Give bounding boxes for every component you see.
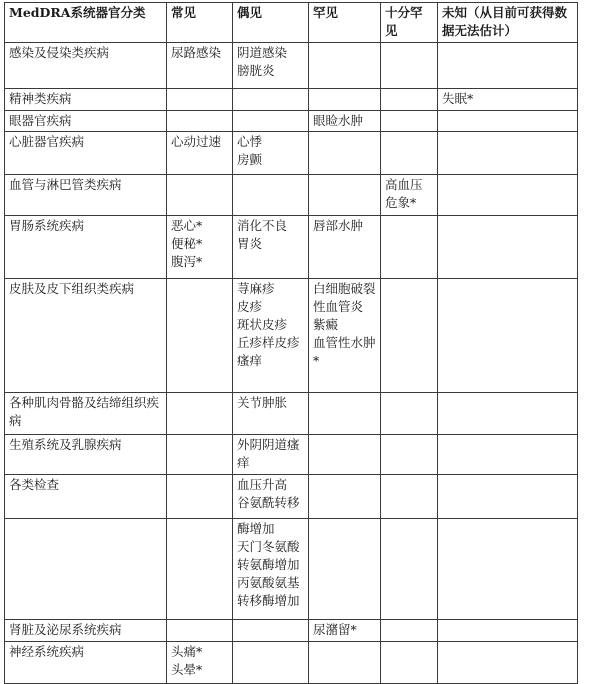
header-common: 常见: [167, 3, 233, 43]
cell-uncommon: [233, 620, 309, 642]
cell-soc: 胃肠系统疾病: [5, 216, 167, 279]
cell-rare: [309, 89, 381, 111]
table-row: [5, 642, 578, 684]
cell-common: [167, 111, 233, 132]
cell-common: [167, 519, 233, 620]
cell-very-rare: [381, 89, 438, 111]
cell-uncommon: 阴道感染 膀胱炎: [233, 43, 309, 89]
cell-unknown: [438, 519, 578, 620]
cell-common: [167, 435, 233, 475]
cell-uncommon: 血压升高 谷氨酰转移: [233, 475, 309, 519]
cell-soc: 各类检查: [5, 475, 167, 519]
cell-uncommon: [233, 642, 309, 684]
cell-soc: 眼器官疾病: [5, 111, 167, 132]
cell-soc: 皮肤及皮下组织类疾病: [5, 279, 167, 393]
cell-common: [167, 393, 233, 435]
table-row: [5, 435, 578, 475]
cell-unknown: [438, 620, 578, 642]
cell-uncommon: [233, 111, 309, 132]
cell-very-rare: [381, 519, 438, 620]
table-row: [5, 216, 578, 279]
cell-unknown: [438, 216, 578, 279]
adverse-reactions-table: [4, 2, 578, 684]
cell-common: 心动过速: [167, 132, 233, 175]
table-row: [5, 89, 578, 111]
cell-unknown: [438, 435, 578, 475]
table-row: [5, 393, 578, 435]
cell-soc: 生殖系统及乳腺疾病: [5, 435, 167, 475]
cell-uncommon: 关节肿胀: [233, 393, 309, 435]
cell-unknown: [438, 642, 578, 684]
cell-soc: 感染及侵染类疾病: [5, 43, 167, 89]
cell-uncommon: 外阴阴道瘙痒: [233, 435, 309, 475]
table-row: [5, 175, 578, 216]
cell-rare: [309, 435, 381, 475]
cell-rare: [309, 175, 381, 216]
cell-soc: [5, 519, 167, 620]
header-uncommon: 偶见: [233, 3, 309, 43]
cell-very-rare: 高血压危象*: [381, 175, 438, 216]
cell-very-rare: [381, 132, 438, 175]
cell-common: 尿路感染: [167, 43, 233, 89]
header-rare: 罕见: [309, 3, 381, 43]
cell-very-rare: [381, 475, 438, 519]
cell-very-rare: [381, 43, 438, 89]
cell-uncommon: 消化不良 胃炎: [233, 216, 309, 279]
cell-unknown: [438, 132, 578, 175]
cell-soc: 各种肌肉骨骼及结缔组织疾病: [5, 393, 167, 435]
cell-rare: [309, 132, 381, 175]
cell-rare: 眼睑水肿: [309, 111, 381, 132]
cell-very-rare: [381, 642, 438, 684]
table-row: [5, 519, 578, 620]
cell-very-rare: [381, 111, 438, 132]
cell-unknown: 失眠*: [438, 89, 578, 111]
header-unknown: 未知（从目前可获得数据无法估计）: [438, 3, 578, 43]
cell-common: [167, 279, 233, 393]
cell-uncommon: [233, 175, 309, 216]
cell-uncommon: 酶增加 天门冬氨酸 转氨酶增加 丙氨酸氨基 转移酶增加: [233, 519, 309, 620]
cell-soc: 肾脏及泌尿系统疾病: [5, 620, 167, 642]
cell-rare: [309, 43, 381, 89]
cell-unknown: [438, 175, 578, 216]
cell-unknown: [438, 279, 578, 393]
table-row: [5, 132, 578, 175]
cell-rare: 白细胞破裂性血管炎 紫癜 血管性水肿*: [309, 279, 381, 393]
cell-very-rare: [381, 435, 438, 475]
cell-common: 头痛* 头晕*: [167, 642, 233, 684]
cell-rare: [309, 519, 381, 620]
cell-common: [167, 620, 233, 642]
table-row: [5, 620, 578, 642]
cell-unknown: [438, 111, 578, 132]
cell-soc: 精神类疾病: [5, 89, 167, 111]
cell-soc: 神经系统疾病: [5, 642, 167, 684]
table-row: [5, 111, 578, 132]
cell-very-rare: [381, 620, 438, 642]
cell-common: [167, 175, 233, 216]
cell-common: [167, 89, 233, 111]
header-very-rare: 十分罕见: [381, 3, 438, 43]
table-row: [5, 43, 578, 89]
cell-rare: [309, 475, 381, 519]
cell-unknown: [438, 475, 578, 519]
cell-unknown: [438, 43, 578, 89]
cell-common: 恶心* 便秘* 腹泻*: [167, 216, 233, 279]
cell-uncommon: [233, 89, 309, 111]
table-row: [5, 475, 578, 519]
cell-soc: 心脏器官疾病: [5, 132, 167, 175]
cell-very-rare: [381, 216, 438, 279]
cell-rare: 唇部水肿: [309, 216, 381, 279]
cell-soc: 血管与淋巴管类疾病: [5, 175, 167, 216]
cell-rare: 尿潴留*: [309, 620, 381, 642]
cell-unknown: [438, 393, 578, 435]
header-row: [5, 3, 578, 43]
cell-uncommon: 心悸 房颤: [233, 132, 309, 175]
cell-very-rare: [381, 279, 438, 393]
cell-very-rare: [381, 393, 438, 435]
header-soc: MedDRA系统器官分类: [5, 3, 167, 43]
cell-uncommon: 荨麻疹 皮疹 斑状皮疹 丘疹样皮疹 瘙痒: [233, 279, 309, 393]
cell-rare: [309, 393, 381, 435]
table-row: [5, 279, 578, 393]
cell-rare: [309, 642, 381, 684]
cell-common: [167, 475, 233, 519]
